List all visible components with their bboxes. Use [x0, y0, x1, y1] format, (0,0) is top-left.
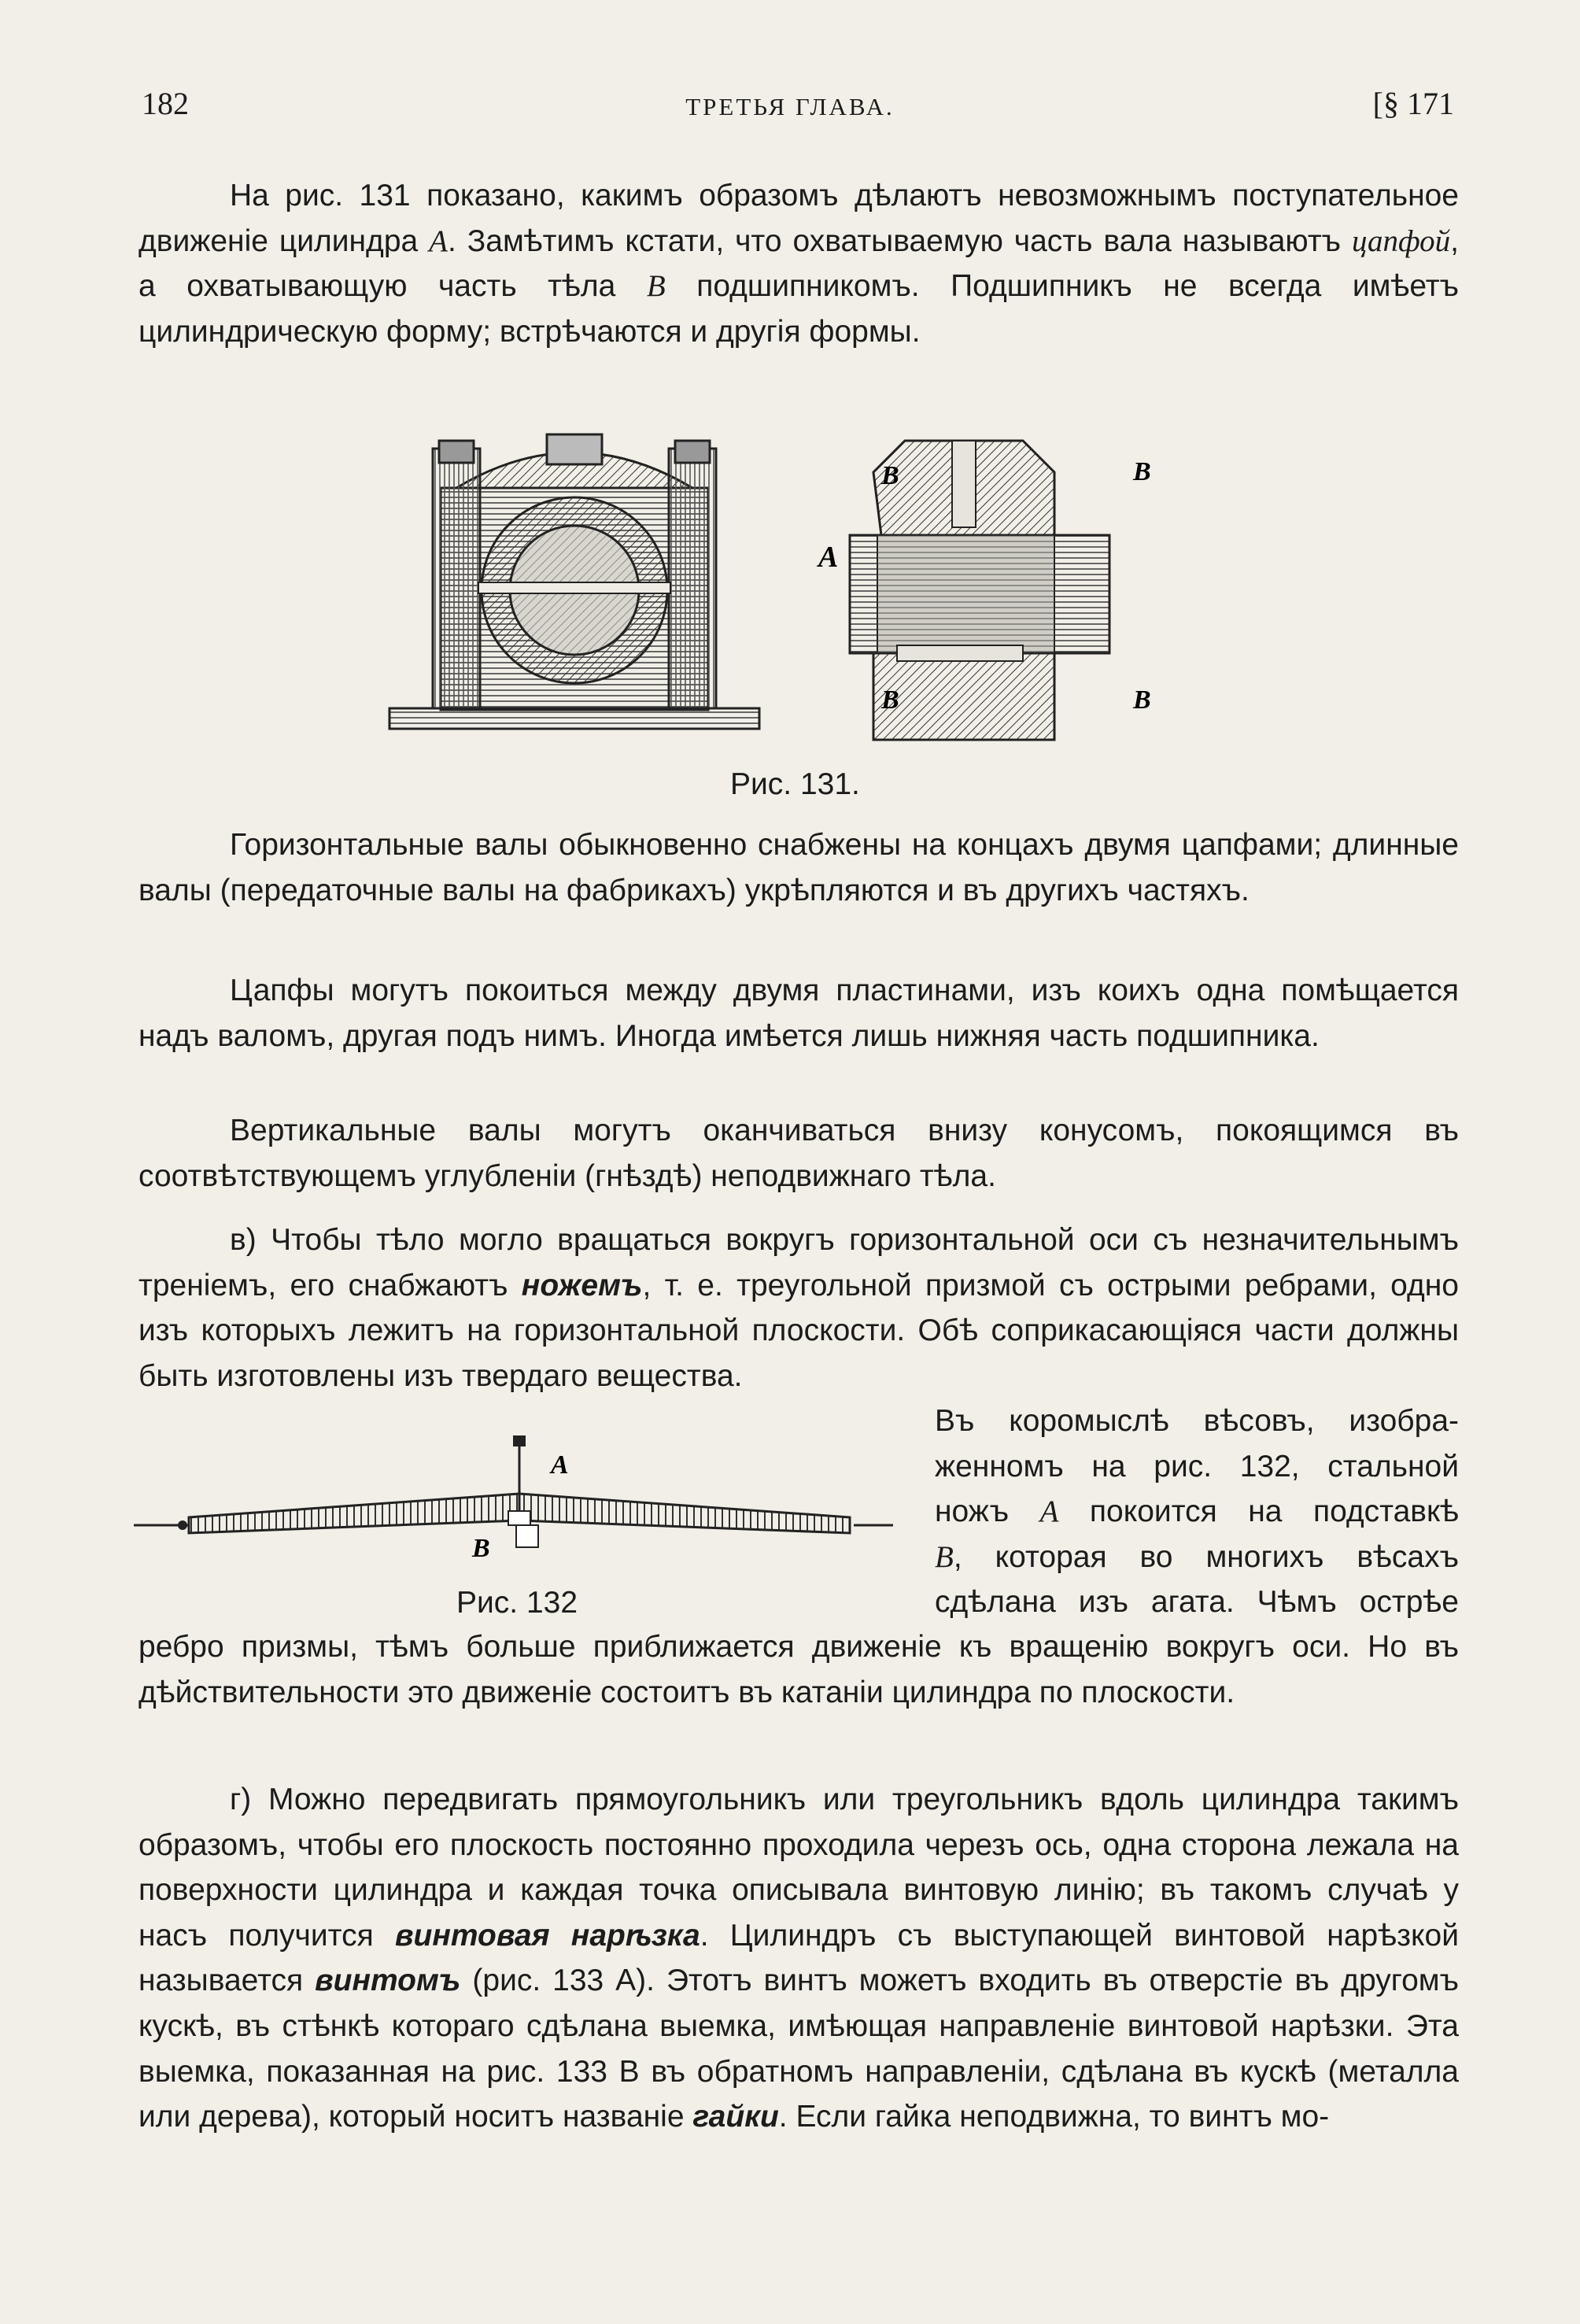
term-tsapfa: цапфой [1351, 224, 1451, 258]
fig131-label-a: A [818, 541, 839, 574]
fig131-label-b-tr: B [1133, 457, 1151, 486]
paragraph-5-continued: ребро призмы, тѣмъ больше приближается движенiе къ вращенiю вокругъ оси. Но въ дѣйствительности это движенiе состоитъ въ катанiи цилиндра по плоскости. [138, 1630, 1459, 1709]
fig131-label-b-tl: B [881, 461, 899, 490]
figure-131 [378, 425, 1196, 756]
fig131-caption: Рис. 131. [730, 767, 860, 801]
term-gaika: гайки [692, 2100, 779, 2134]
figure-132 [126, 1432, 897, 1566]
term-vint: винтомъ [315, 1964, 461, 1998]
term-narezka: винтовая нарѣзка [394, 1918, 700, 1953]
pillow-block-drawing [389, 434, 759, 729]
paragraph-5: в) Чтобы тѣло могло вращаться вокругъ горизонтальной оси съ незначительнымъ тренiемъ, его снабжаютъ ножемъ, т. е. треугольной призмой съ острыми ребрами, одно изъ которыхъ лежитъ на горизонтальной плоскости. Обѣ соприкасающiяся части должны быть изготовлены изъ твердаго вещества. [138, 1223, 1459, 1393]
term-nozh: ножемъ [521, 1268, 643, 1302]
fig132-label-a: A [551, 1450, 569, 1480]
wrap-text: Въ коромыслѣ вѣсовъ, изобра- женномъ на рис. 132, стальной ножъ A покоится на подставкѣ B, которая во многихъ вѣсахъ сдѣлана изъ агата. Чѣмъ острѣе [935, 1404, 1459, 1620]
balance-beam-drawing [134, 1435, 893, 1547]
paragraph-3: Цапфы могутъ покоиться между двумя пластинами, изъ коихъ одна помѣщается надъ валомъ, другая подъ нимъ. Иногда имѣется лишь нижняя часть подшипника. [138, 974, 1459, 1053]
fig132-label-b: B [472, 1534, 490, 1563]
paragraph-1: На рис. 131 показано, какимъ образомъ дѣлаютъ невозможнымъ поступательное движенiе цилиндра A. Замѣтимъ кстати, что охватываемую часть вала называютъ цапфой, а охватывающую часть тѣла B подшипникомъ. Подшипникъ не всегда имѣетъ цилиндрическую форму; встрѣчаются и другiя формы. [138, 179, 1459, 349]
section-number: [§ 171 [1372, 86, 1454, 121]
paragraph-6: г) Можно передвигать прямоугольникъ или треугольникъ вдоль цилиндра такимъ образомъ, чтобы его плоскость постоянно проходила черезъ ось, одна сторона лежала на поверхности цилиндра и каждая точка описывала винтовую линiю; въ такомъ случаѣ у насъ получится винтовая нарѣзка. Цилиндръ съ выступающей винтовой нарѣзкой называется винтомъ (рис. 133 А). Этотъ винтъ можетъ входить въ отверстiе въ другомъ кускѣ, въ стѣнкѣ котораго сдѣлана выемка, имѣющая направленiе винтовой нарѣзки. Эта выемка, показанная на рис. 133 В въ обратномъ направленiи, сдѣлана въ кускѣ (металла или дерева), который носитъ названiе гайки. Если гайка неподвижна, то винтъ мо- [138, 1783, 1459, 2134]
fig132-caption: Рис. 132 [456, 1586, 578, 1620]
fig131-label-b-bl: B [881, 685, 899, 715]
chapter-title: ТРЕТЬЯ ГЛАВА. [685, 93, 895, 120]
page-number: 182 [142, 86, 189, 121]
paragraph-2: Горизонтальные валы обыкновенно снабжены на концахъ двумя цапфами; длинные валы (передаточные валы на фабрикахъ) укрѣпляются и въ другихъ частяхъ. [138, 828, 1459, 907]
fig131-label-b-br: B [1133, 685, 1151, 715]
paragraph-4: Вертикальные валы могутъ оканчиваться внизу конусомъ, покоящимся въ соотвѣтствующемъ углубленiи (гнѣздѣ) неподвижнаго тѣла. [138, 1114, 1459, 1193]
